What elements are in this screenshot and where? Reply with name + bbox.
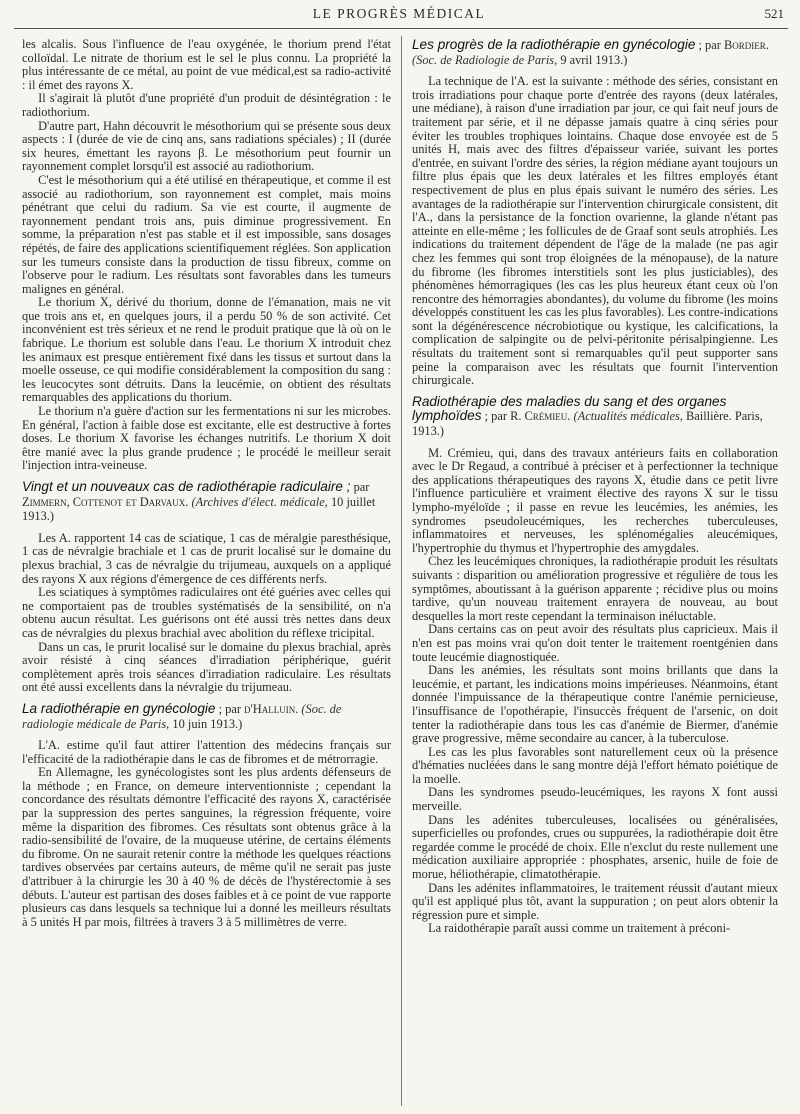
article-heading bbox=[22, 480, 391, 524]
right-column bbox=[412, 38, 778, 1108]
column-divider bbox=[401, 36, 402, 1106]
left-column bbox=[22, 38, 391, 1108]
paragraph: Les A. rapportent 14 cas de sciatique, 1 cas de méralgie paresthésique, 1 cas de névralgie brachiale et 1 cas de prurit localisé sur le domaine du plexus brachial, 3 cas de névralgie du trijumeau, auxquels on a appliqué des rayons X aux régions d'émergence de ces différents nerfs. bbox=[22, 530, 391, 586]
paragraph: Les sciatiques à symptômes radiculaires ont été guéries avec celles qui ne comportaient pas de troubles systématisés de la sensibilité, on n'a obtenu aucun résultat. Les guérisons ont été aussi très nettes dans deux cas de névralgies du plexus brachial avec abolition du réflexe tricipital. bbox=[22, 585, 391, 640]
article-authors: Bordier. bbox=[723, 38, 769, 52]
paragraph: les alcalis. Sous l'influence de l'eau oxygénée, le thorium prend l'état colloïdal. Le nitrate de thorium est le sel le plus connu. La propriété la plus intéressante de ce métal, au point de vue médical,est sa radio-activité : il émet des rayons X. bbox=[22, 38, 391, 92]
article-title: Vingt et un nouveaux cas de radiothérapie radiculaire ; bbox=[22, 479, 351, 494]
article-date: 10 juin 1913.) bbox=[169, 716, 243, 731]
header-rule bbox=[14, 28, 788, 29]
article-date: 10 juillet 1913.) bbox=[22, 494, 376, 524]
article-authors: Zimmern, Cottenot et Darvaux. bbox=[22, 494, 189, 509]
paragraph: Dans un cas, le prurit localisé sur le domaine du plexus brachial, après avoir résisté à cinq séances d'irradiation périphérique, guérit complètement après trois séances d'irradiation radiculaire. Les résultats ont été aussi excellents dans la névralgie du trijumeau. bbox=[22, 639, 391, 695]
article-authors: R. Crémieu. bbox=[510, 409, 571, 424]
article-title: Radiothérapie des maladies du sang et des organes lymphoïdes bbox=[412, 393, 727, 424]
article-date: Baillière. Paris, 1913.) bbox=[412, 409, 763, 439]
paragraph: Les cas les plus favorables sont naturellement ceux où la présence d'hématies nucléées dans le sang montre déjà l'effort hémato poiétique de la moelle. bbox=[412, 744, 778, 786]
source-prefix: par bbox=[350, 480, 370, 494]
paragraph: Le thorium X, dérivé du thorium, donne de l'émanation, mais ne vit que trois ans et, en quelques jours, il a perdu 50 % de son activité. Cet inconvénient est très sérieux et ne rend le produit pratique que là où on le fabrique. Le thorium est soluble dans l'eau. Le thorium X introduit chez les animaux est presque entièrement fixé dans les tissus et surtout dans la moelle osseuse, ce qui modifie considérablement la composition du sang : les leucocytes sont détruits. Dans la leucémie, on obtient des résultats remarquables des applications du thorium. bbox=[22, 295, 391, 405]
article-heading bbox=[22, 702, 391, 731]
paragraph: Dans les adénites tuberculeuses, localisées ou généralisées, superficielles ou profondes, crues ou suppurées, la radiothérapie doit être regardée comme le procédé de choix. Elle n'exclut du reste nullement une médication auxiliaire appropriée : phosphates, arsenic, huile de foie de morue, héliothérapie, climatothérapie. bbox=[412, 812, 778, 882]
paragraph: Il s'agirait là plutôt d'une propriété d'un produit de désintégration : le radiothorium. bbox=[22, 91, 391, 119]
paragraph: La raidothérapie paraît aussi comme un traitement à préconi- bbox=[428, 921, 731, 936]
paragraph: Dans les syndromes pseudo-leucémiques, les rayons X font aussi merveille. bbox=[412, 785, 778, 814]
paragraph: D'autre part, Hahn découvrit le mésothorium qui se présente sous deux aspects : I (durée de vie de cinq ans, sans radiations spéciales) ; II (durée six heures, émettant les rayons β. Le mésothorium peut fournir un rayonnement complet lorsqu'il est associé au radiothorium. bbox=[22, 118, 391, 174]
article-date: 9 avril 1913.) bbox=[557, 52, 628, 67]
paragraph: L'A. estime qu'il faut attirer l'attention des médecins français sur l'efficacité de la radiothérapie dans le cas de fibromes et de métrorragie. bbox=[22, 738, 391, 766]
article-title: La radiothérapie en gynécologie bbox=[22, 700, 216, 716]
journal-title: LE PROGRÈS MÉDICAL bbox=[312, 6, 486, 21]
paragraph: La technique de l'A. est la suivante : méthode des séries, consistant en trois irradiations pour chaque porte d'entrée des rayons (deux latérales, une médiane), à raison d'une irradiation par jour, ce qui fait neuf jours de traitement par série, et il ne dépasse jamais quatre à cinq séries pour éviter les troubles trophiques lointains. Chaque dose envoyée est de 5 unités H, mais avec des filtres d'épaisseur variée, suivant les portes d'entrée, en suivant l'ordre des séries, la région médiane ayant toujours un filtre plus épais que les deux latérales et les filtres employés étant respectivement de plus en plus épais suivant le numéro des séries. Les avantages de la radiothérapie sur l'intervention chirurgicale consistent, dit l'A., dans la persistance de la fonction ovarienne, la glande n'étant pas atteinte en elle-même ; les follicules de de Graaf sont seuls atrophiés. Les indications du traitement dépendent de l'âge de la malade (ne pas agir chez les femmes qui sont trop éloignées de la ménopause), de la nature du fibrome (les fibromes interstitiels sont les plus justiciables), des phénomènes hémorragiques (les cas les plus heureux étant ceux où l'on rencontre des hémorragies abondantes), du volume du fibrome (les moins développés constituent les cas les plus favorables). Les contre-indications sont la dégénérescence nécrobiotique ou kystique, les calcifications, la complication de salpingite ou de pelvi-péritonite périsalpingienne. Les résultats du traitement sont si remarquables qu'il peut supporter sans peine la comparaison avec les résultats que fournit l'intervention chirurgicale. bbox=[412, 74, 778, 388]
page-number: 521 bbox=[764, 6, 784, 21]
article-heading bbox=[412, 38, 778, 67]
paragraph: Dans les anémies, les résultats sont moins brillants que dans la leucémie, et partant, les indications moins impérieuses. Néanmoins, étant donnée l'impuissance de la thérapeutique contre l'anémie pernicieuse, l'insuffisance de l'opothérapie, l'insuccès fréquent de l'arsenic, on doit tenter la radiothérapie dans tous les cas d'anémie de Biermer, d'anémie grave progressive, même secondaire au cancer, à la tuberculose. bbox=[412, 663, 778, 746]
paragraph: En Allemagne, les gynécologistes sont les plus ardents défenseurs de la méthode ; en France, on demeure interventionniste ; cependant la concordance des résultats démontre l'efficacité des rayons X, caractérisée par la suppression des pertes sanguines, la régression fréquente, voire même la disparition des fibromes. Ces résultats sont obtenus grâce à la radio-sensibilité de l'ovaire, de la muqueuse utérine, de certains éléments du fibrome. On ne saurait retenir contre la méthode les quelques réactions tardives observées par certains auteurs, de même qu'il ne serait pas juste d'attribuer à la chirurgie les 30 à 40 % de décès de l'hystérectomie à ses débuts. L'auteur est partisan des doses faibles et à ce point de vue rapporte plusieurs cas dans lesquels sa technique lui a donné les meilleurs résultats à 5 unités H par mois, filtrées à travers 3 à 5 millimètres de verre. bbox=[22, 765, 391, 929]
running-head bbox=[10, 6, 788, 28]
source-prefix: ; par bbox=[695, 38, 724, 52]
article-authors: d'Halluin. bbox=[244, 701, 299, 716]
paragraph: C'est le mésothorium qui a été utilisé en thérapeutique, et comme il est associé au radiothorium, son rayonnement est complet, mais moins pénétrant que celui du radium. Sa vie est courte, il augmente de rayonnement pendant trois ans, puis diminue progressivement. En somme, la préparation n'est pas stable et il est impossible, sans dosages répétés, de faire des applications scientifiquement réglées. Son application sur les tumeurs consiste dans la production de tissu fibreux, comme on l'observe pour le radium. Les résultats sont favorables dans les tumeurs malignes en général. bbox=[22, 172, 391, 296]
article-source: (Soc. de radiologie médicale de Paris, bbox=[22, 701, 342, 731]
paragraph: Dans les adénites inflammatoires, le traitement réussit d'autant mieux qu'il est appliqué plus tôt, avant la suppuration ; on peut alors obtenir la régression pure et simple. bbox=[412, 880, 778, 922]
paragraph: Le thorium n'a guère d'action sur les fermentations ni sur les microbes. En général, l'action à faible dose est excitante, elle est destructive à fortes doses. Le thorium X favorise les échanges nutritifs. Le thorium X doit être manié avec la plus grande prudence ; le procédé le meilleur serait l'injection intra-veineuse. bbox=[22, 404, 391, 473]
paragraph: Chez les leucémiques chroniques, la radiothérapie produit les résultats suivants : disparition ou amélioration progressive et régulière de tous les symptômes, aboutissant à la guérison apparente ; récidive plus ou moins tardive, qu'un nouveau traitement enrayera de nouveau, au bout desquelles la mort reste cependant la terminaison inéluctable. bbox=[412, 554, 778, 623]
article-title: Les progrès de la radiothérapie en gynécologie bbox=[412, 38, 696, 52]
source-prefix: ; par bbox=[481, 409, 511, 424]
article-source: (Actualités médicales, bbox=[570, 409, 683, 424]
article-heading bbox=[412, 395, 778, 439]
article-source: (Soc. de Radiologie de Paris, bbox=[412, 52, 558, 67]
paragraph: Dans certains cas on peut avoir des résultats plus capricieux. Mais il n'en est pas moins vrai qu'on doit tenter le traitement roentgénien dans toute leucémie diagnostiquée. bbox=[412, 622, 778, 664]
paragraph: M. Crémieu, qui, dans des travaux antérieurs faits en collaboration avec le Dr Regaud, a contribué à préciser et à perfectionner la technique des applications thérapeutiques des rayons X, étudie dans ce petit livre l'influence particulière et vraiment élective des rayons X sur le tissu lympho-myéloïde ; il passe en revue les leucémies, les anémies, les syndromes pseudoleucémiques, les recherches tuberculeuses, inflammatoires et nerveuses, les splénomégalies aleucémiques, l'hypertrophie du thymus et l'hypertrophie des amygdales. bbox=[412, 445, 778, 555]
source-prefix: ; par bbox=[215, 701, 245, 716]
article-source: (Archives d'élect. médicale, bbox=[188, 494, 328, 509]
